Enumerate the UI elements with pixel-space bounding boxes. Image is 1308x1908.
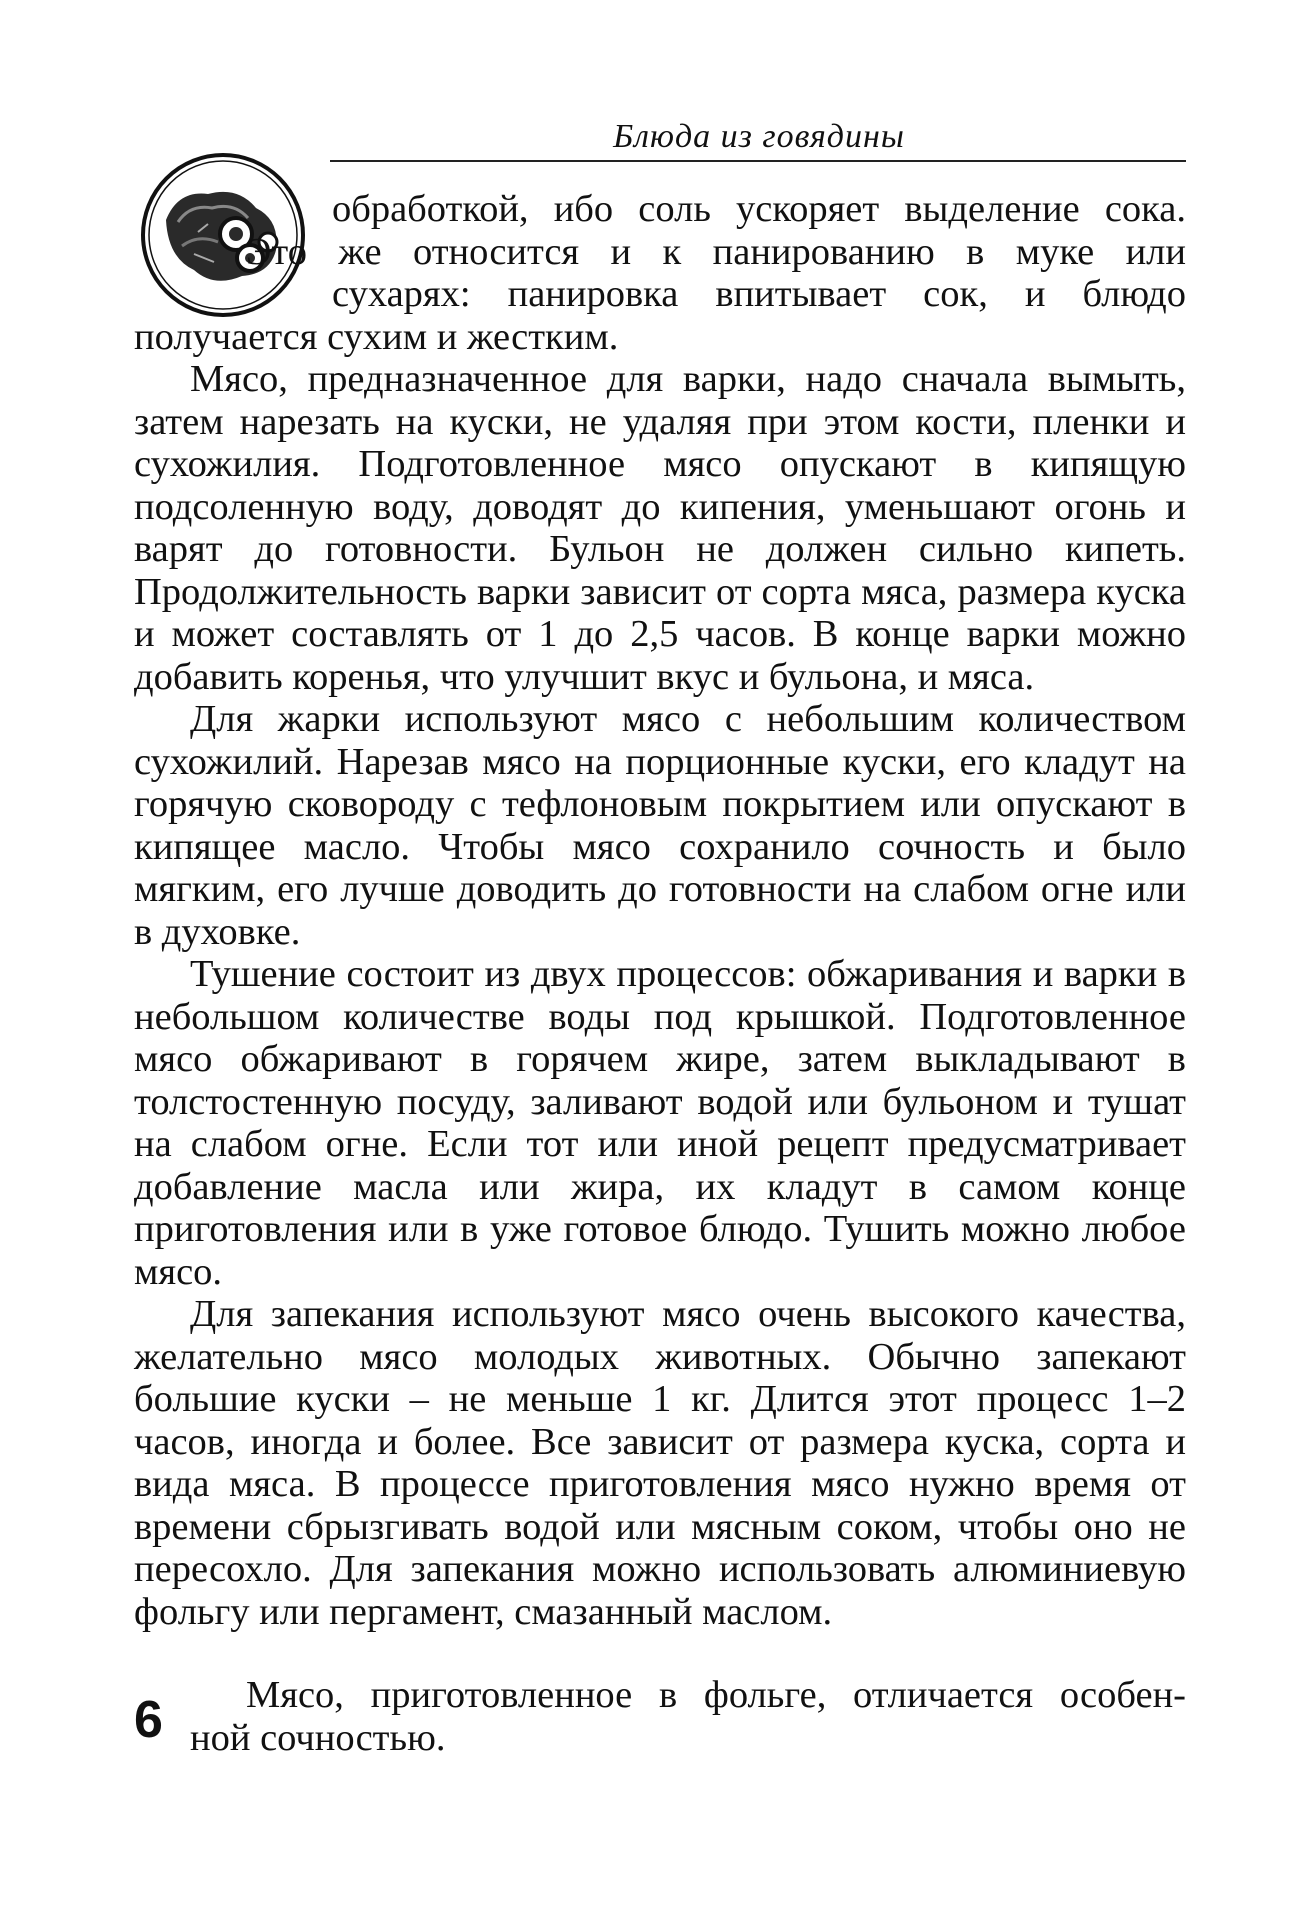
paragraph-6 [190,1674,1186,1759]
paragraph-2: Мясо, предназначенное для варки, надо сначала вымыть, затем нарезать на куски, не удаляя при этом кости, пленки и сухожилия. Подготовленное мясо опускают в кипящую подсоленную воду, доводят до кипения, уменьшают огонь и варят до готовности. Бульон не должен сильно кипеть. Продолжительность варки зависит от сорта мяса, размера куска и может составлять от 1 до 2,5 часов. В конце варки можно добавить коренья, что улучшит вкус и бульона, и мяса. [134,358,1186,698]
paragraph-1 [134,188,1186,358]
paragraph-5: Для запекания используют мясо очень высокого качества, желательно мясо молодых животных. Обычно запекают большие куски – не меньше 1 кг. Длится этот процесс 1–2 часов, иногда и более. Все зависит от размера куска, сорта и вида мяса. В процессе приготовления мясо нужно время от времени сбрызгивать водой или мясным соком, чтобы оно не пересохло. Для запекания можно использовать алюминиевую фольгу или пергамент, смазанный маслом. [134,1293,1186,1633]
body-text [134,188,1186,1633]
text-line: ной сочностью. [190,1716,446,1759]
header-rule [330,160,1186,162]
text-line: обработкой, ибо соль ускоряет выделение сока. [332,188,1186,230]
text-line: получается сухим и жестким. [134,315,619,358]
text-line: Это же относится и к панированию в муке или [246,230,1186,273]
text-line: сухарях: панировка впитывает сок, и блюдо [332,273,1186,315]
text-line: Мясо, приготовленное в фольге, отличается особен- [246,1674,1186,1716]
paragraph-3: Для жарки используют мясо с небольшим количеством сухожилий. Нарезав мясо на порционные куски, его кладут на горячую сковороду с тефлоновым покрытием или опускают в кипящее масло. Чтобы мясо сохранило сочность и было мягким, его лучше доводить до готовности на слабом огне или в духовке. [134,698,1186,953]
paragraph-4: Тушение состоит из двух процессов: обжаривания и варки в небольшом количестве воды под крышкой. Подготовленное мясо обжаривают в горячем жире, затем выкладывают в толстостенную посуду, заливают водой или бульоном и тушат на слабом огне. Если тот или иной рецепт предусматривает добавление масла или жира, их кладут в самом конце приготовления или в уже готовое блюдо. Тушить можно любое мясо. [134,953,1186,1293]
page-number: 6 [134,1691,163,1749]
running-header: Блюда из говядины [613,118,905,155]
